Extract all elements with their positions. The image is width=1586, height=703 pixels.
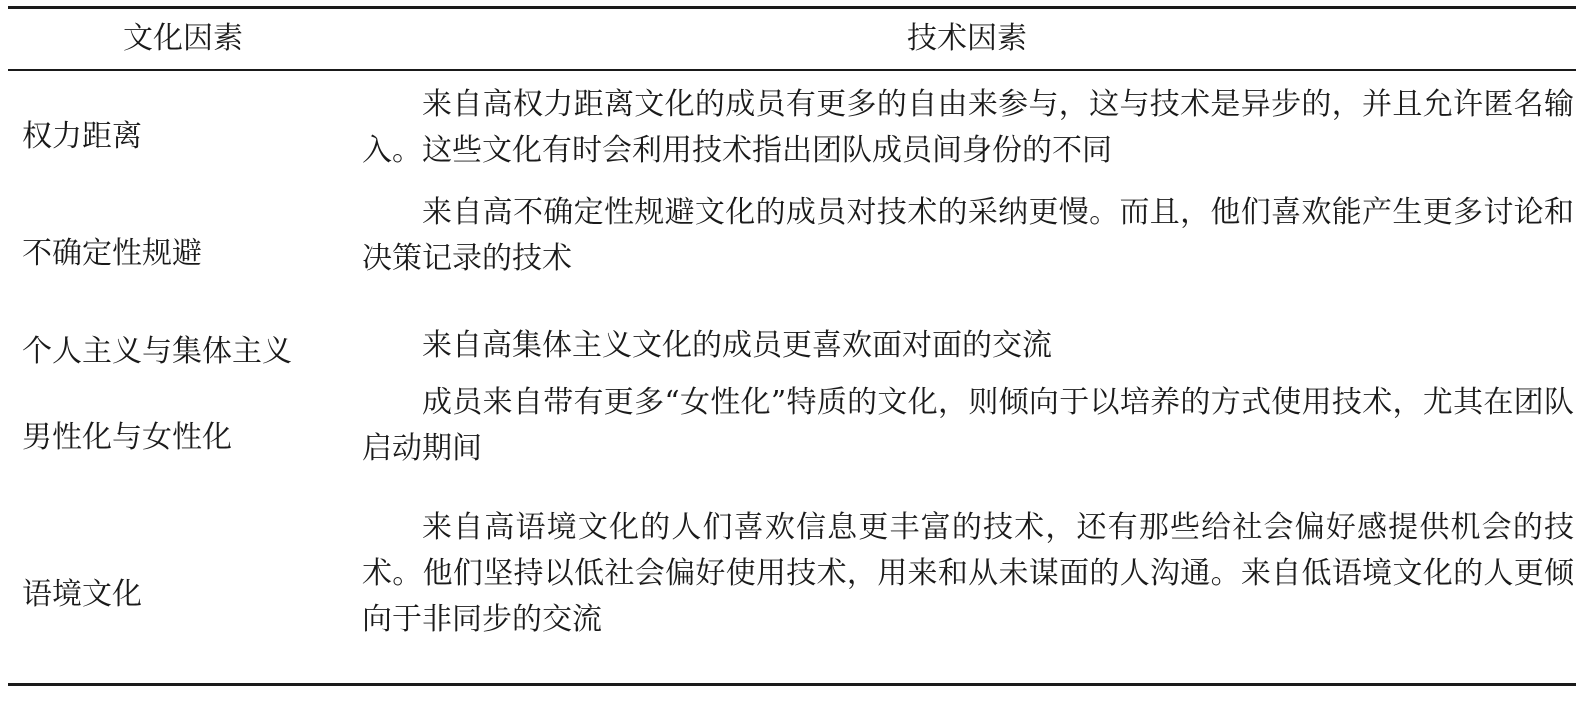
row-description: 来自高不确定性规避文化的成员对技术的采纳更慢。而且，他们喜欢能产生更多讨论和决策记录的技术 (362, 195, 1574, 276)
row-factor: 不确定性规避 (22, 236, 202, 271)
header-technology-factor: 技术因素 (907, 21, 1027, 56)
row-factor: 语境文化 (22, 577, 142, 612)
row-factor: 权力距离 (22, 119, 142, 154)
header-cultural-factor: 文化因素 (123, 21, 243, 56)
row-factor: 男性化与女性化 (22, 420, 232, 455)
table-row (8, 190, 1576, 310)
row-description: 来自高语境文化的人们喜欢信息更丰富的技术，还有那些给社会偏好感提供机会的技术。他们坚持以低社会偏好使用技术，用来和从未谋面的人沟通。来自低语境文化的人更倾向于非同步的交流 (362, 510, 1574, 637)
row-description: 来自高集体主义文化的成员更喜欢面对面的交流 (422, 328, 1052, 363)
table-header-rule (8, 69, 1576, 71)
row-description: 成员来自带有更多“女性化”特质的文化，则倾向于以培养的方式使用技术，尤其在团队启动期间 (362, 385, 1574, 466)
table-header-row (8, 9, 1576, 69)
table-row (8, 323, 1576, 373)
table-row (8, 380, 1576, 488)
row-description: 来自高权力距离文化的成员有更多的自由来参与，这与技术是异步的，并且允许匿名输入。这些文化有时会利用技术指出团队成员间身份的不同 (362, 87, 1574, 168)
table-row (8, 82, 1576, 184)
row-factor: 个人主义与集体主义 (22, 334, 292, 369)
table-bottom-rule (8, 683, 1576, 686)
table-row (8, 505, 1576, 677)
